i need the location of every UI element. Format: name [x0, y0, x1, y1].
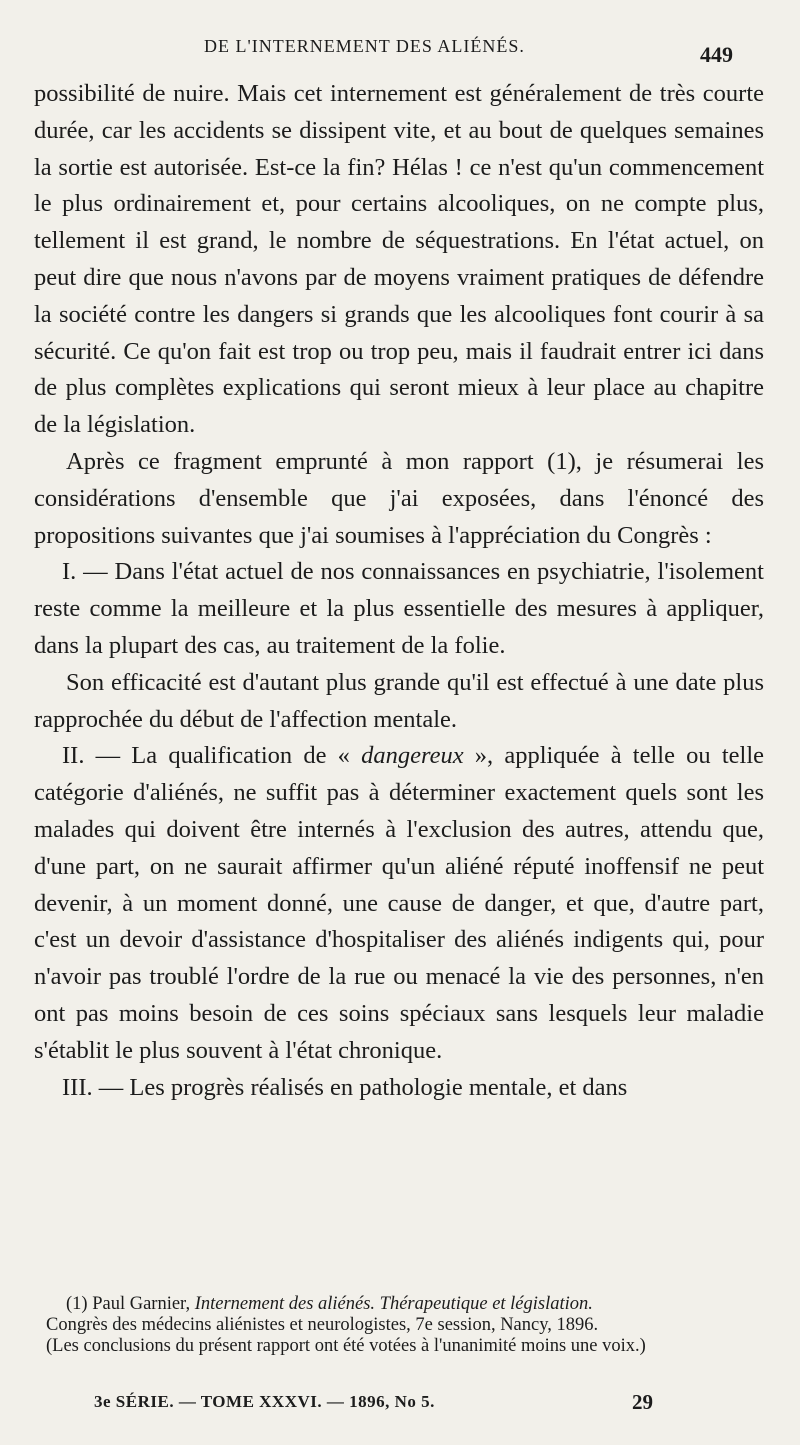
sheet-number: 29 [632, 1390, 653, 1414]
footnote-first-line [46, 1294, 760, 1315]
proposition-two-rest: », appliquée à telle ou telle catégorie d'aliénés, ne suffit pas à déterminer exactement quels sont les malades qui doivent être internés à l'exclusion des autres, attendu que, d'une part, on ne saurait affirmer qu'un aliéné réputé inoffensif ne peut devenir, à un moment donné, une cause de danger, et que, d'autre part, c'est un devoir d'assistance d'hospitaliser des aliénés indigents qui, pour n'avoir pas troublé l'ordre de la rue ou menacé la vie des personnes, n'en ont pas moins besoin de ces soins spéciaux sans lesquels leur maladie s'établit le plus souvent à l'état chronique. [34, 742, 764, 1064]
page-footer [0, 1388, 800, 1418]
running-title: DE L'INTERNEMENT DES ALIÉNÉS. [204, 36, 525, 56]
proposition-two-emphasis: dangereux [361, 742, 464, 770]
footnote-lead: (1) Paul Garnier, [66, 1294, 195, 1314]
footnote [46, 1294, 760, 1357]
proposition-three: III. — Les progrès réalisés en pathologie mentale, et dans [62, 1073, 628, 1101]
footnote-title: Internement des aliénés. Thérapeutique et législation. [194, 1294, 593, 1314]
proposition-one: I. — Dans l'état actuel de nos connaissances en psychiatrie, l'isolement reste comme la meilleure et la plus essentielle des mesures à appliquer, dans la plupart des cas, au traitement de la folie. [34, 558, 764, 659]
running-head [0, 30, 800, 70]
footnote-line-3: (Les conclusions du présent rapport ont été votées à l'unanimité moins une voix.) [46, 1336, 646, 1356]
paragraph-continuation: possibilité de nuire. Mais cet internement est généralement de très courte durée, car les accidents se dissipent vite, et au bout de quelques semaines la sortie est autorisée. Est-ce la fin? Hélas ! ce n'est qu'un commencement le plus ordinairement et, pour certains alcooliques, on ne compte plus, tellement il est grand, le nombre de séquestrations. En l'état actuel, on peut dire que nous n'avons par de moyens vraiment pratiques de défendre la société contre les dangers si grands que les alcooliques font courir à sa sécurité. Ce qu'on fait est trop ou trop peu, mais il faudrait entrer ici dans de plus complètes explications qui seront mieux à leur place au chapitre de la législation. [34, 80, 764, 439]
proposition-two-lead: II. — La qualification de « [62, 742, 362, 770]
page-number: 449 [700, 42, 733, 67]
footer-signature: 3e SÉRIE. — TOME XXXVI. — 1896, No 5. [94, 1392, 435, 1411]
footnote-line-2: Congrès des médecins aliénistes et neurologistes, 7e session, Nancy, 1896. [46, 1315, 599, 1335]
paragraph-intro: Après ce fragment emprunté à mon rapport (1), je résumerai les considérations d'ensemble que j'ai exposées, dans l'énoncé des propositions suivantes que j'ai soumises à l'appréciation du Congrès : [34, 447, 764, 549]
proposition-two [34, 738, 764, 1069]
body-text [34, 76, 764, 1106]
paragraph-efficacy: Son efficacité est d'autant plus grande qu'il est effectué à une date plus rapprochée du début de l'affection mentale. [34, 668, 764, 733]
